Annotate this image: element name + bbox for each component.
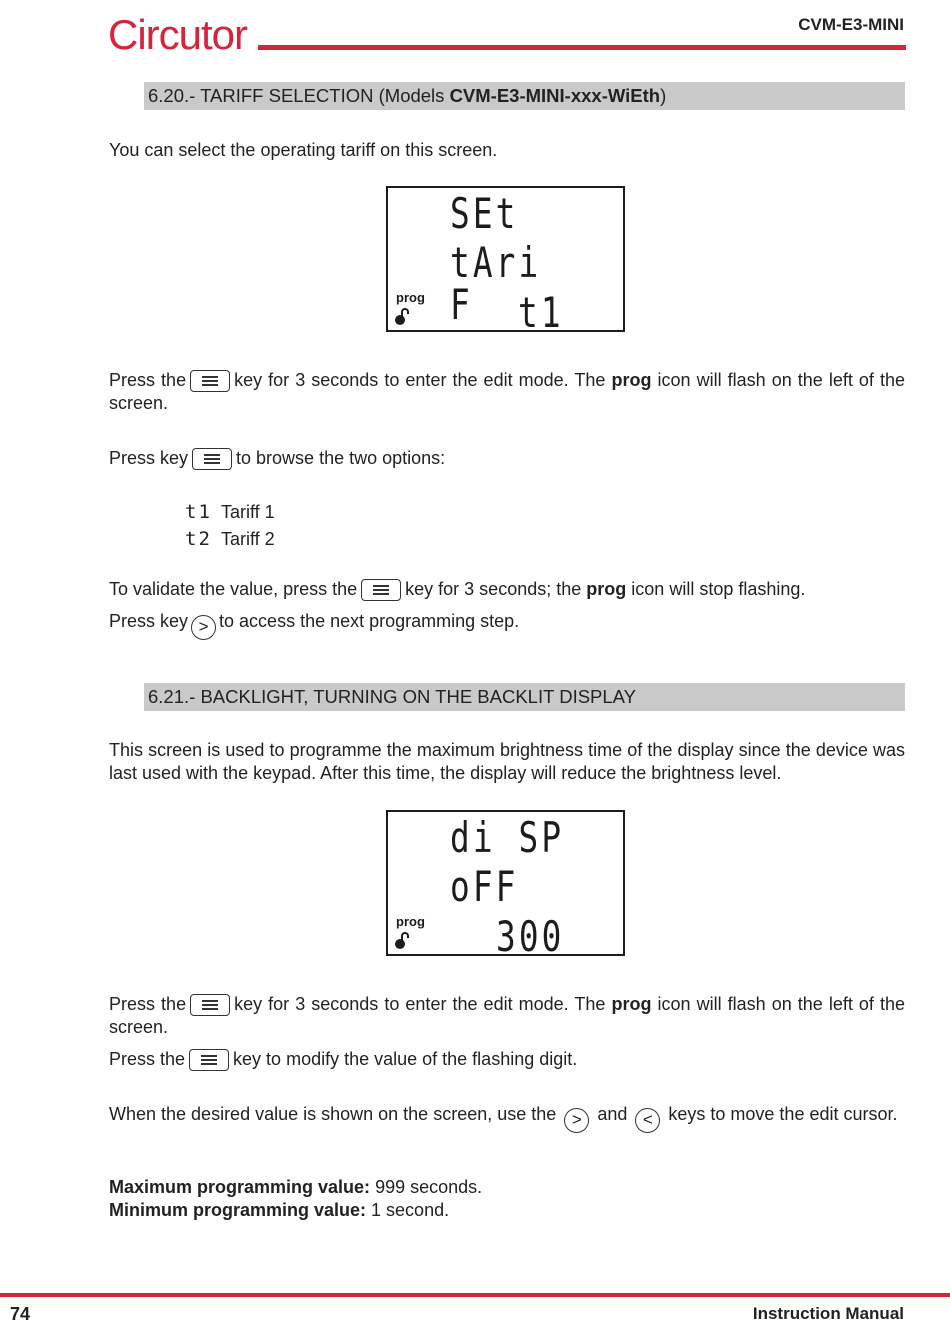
section-title-6-21: 6.21.- BACKLIGHT, TURNING ON THE BACKLIT DISPLAY: [144, 683, 905, 711]
menu-key-icon: [361, 579, 401, 601]
lock-icon: [394, 932, 412, 950]
prog-label: prog: [396, 914, 425, 929]
para-validate: To validate the value, press the key for 3 seconds; the prog icon will stop flashing.: [109, 579, 806, 599]
max-value: Maximum programming value: 999 seconds.: [109, 1177, 483, 1197]
right-arrow-key-icon: >: [564, 1108, 589, 1133]
footer-rule: [0, 1293, 950, 1297]
page-number: 74: [10, 1304, 31, 1324]
para-browse: Press key to browse the two options:: [109, 448, 446, 468]
intro-backlight: This screen is used to programme the maximum brightness time of the display since the device was last used with the keypad. After this time, the display will reduce the brightness level.: [109, 740, 905, 783]
lcd-line-3: t1: [518, 288, 564, 337]
option-tariff-2: t2 Tariff 2: [185, 528, 275, 550]
footer-title: Instruction Manual: [752, 1304, 904, 1323]
menu-key-icon: [189, 1049, 229, 1071]
header-rule: [258, 45, 906, 50]
lcd-line-1: SEt: [450, 189, 519, 238]
lcd-tariff: [386, 186, 625, 337]
lcd-line-2: oFF: [450, 862, 519, 911]
menu-key-icon: [192, 448, 232, 470]
section-title-6-20: 6.20.- TARIFF SELECTION (Models CVM-E3-MINI-xxx-WiEth): [144, 82, 905, 110]
prog-label: prog: [396, 290, 425, 305]
circutor-logo: Circutor: [108, 11, 248, 58]
menu-key-icon: [190, 994, 230, 1016]
min-value: Minimum programming value: 1 second.: [109, 1200, 450, 1220]
lcd-line-3: 300: [496, 912, 565, 961]
right-arrow-key-icon: >: [191, 615, 216, 640]
para-enter-edit: Press the key for 3 seconds to enter the edit mode. The prog icon will flash on the left of the screen.: [109, 370, 905, 413]
menu-key-icon: [190, 370, 230, 392]
intro-tariff: You can select the operating tariff on this screen.: [109, 140, 498, 160]
lcd-line-1: di SP: [450, 813, 565, 862]
lcd-backlight: [386, 810, 625, 961]
model-name: CVM-E3-MINI: [798, 15, 904, 34]
para-next-step: Press key > to access the next programming step.: [109, 610, 905, 640]
left-arrow-key-icon: <: [635, 1108, 660, 1133]
lcd-line-2: tAri F: [450, 238, 542, 329]
para-cursor: When the desired value is shown on the screen, use the > and < keys to move the edit cursor.: [109, 1103, 905, 1133]
lock-icon: [394, 308, 412, 326]
option-tariff-1: t1 Tariff 1: [185, 501, 275, 523]
para-modify: Press the key to modify the value of the flashing digit.: [109, 1049, 578, 1069]
para-enter-edit-2: Press the key for 3 seconds to enter the edit mode. The prog icon will flash on the left of the screen.: [109, 994, 905, 1037]
